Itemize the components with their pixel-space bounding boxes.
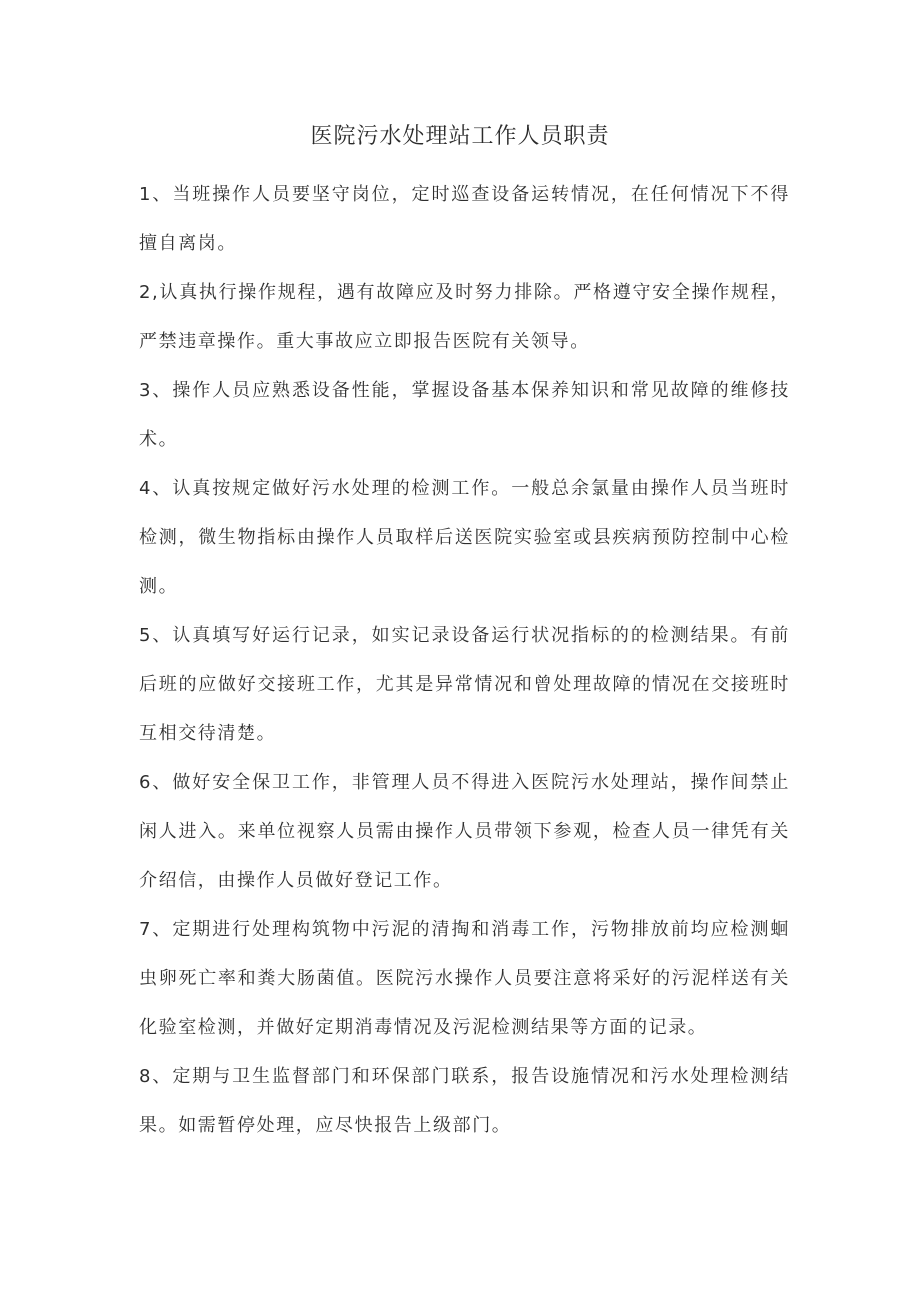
- paragraph-6: 6、做好安全保卫工作，非管理人员不得进入医院污水处理站，操作间禁止闲人进入。来单位视察人员需由操作人员带领下参观，检查人员一律凭有关介绍信，由操作人员做好登记工作。: [139, 772, 790, 891]
- paragraph-2: 2,认真执行操作规程，遇有故障应及时努力排除。严格遵守安全操作规程，严禁违章操作。重大事故应立即报告医院有关领导。: [139, 282, 790, 352]
- paragraph-3: 3、操作人员应熟悉设备性能，掌握设备基本保养知识和常见故障的维修技术。: [139, 380, 790, 450]
- paragraph-8: 8、定期与卫生监督部门和环保部门联系，报告设施情况和污水处理检测结果。如需暂停处理，应尽快报告上级部门。: [139, 1066, 790, 1136]
- paragraph-5: 5、认真填写好运行记录，如实记录设备运行状况指标的的检测结果。有前后班的应做好交接班工作，尤其是异常情况和曾处理故障的情况在交接班时互相交待清楚。: [139, 625, 790, 744]
- paragraph-1: 1、当班操作人员要坚守岗位，定时巡查设备运转情况，在任何情况下不得擅自离岗。: [139, 184, 790, 254]
- document-body: [139, 170, 790, 1150]
- paragraph-4: 4、认真按规定做好污水处理的检测工作。一般总余氯量由操作人员当班时检测，微生物指标由操作人员取样后送医院实验室或县疾病预防控制中心检测。: [139, 478, 790, 597]
- document-title: 医院污水处理站工作人员职责: [310, 124, 610, 149]
- paragraph-7: 7、定期进行处理构筑物中污泥的清掏和消毒工作，污物排放前均应检测蛔虫卵死亡率和粪大肠菌值。医院污水操作人员要注意将采好的污泥样送有关化验室检测，并做好定期消毒情况及污泥检测结果等方面的记录。: [139, 919, 790, 1038]
